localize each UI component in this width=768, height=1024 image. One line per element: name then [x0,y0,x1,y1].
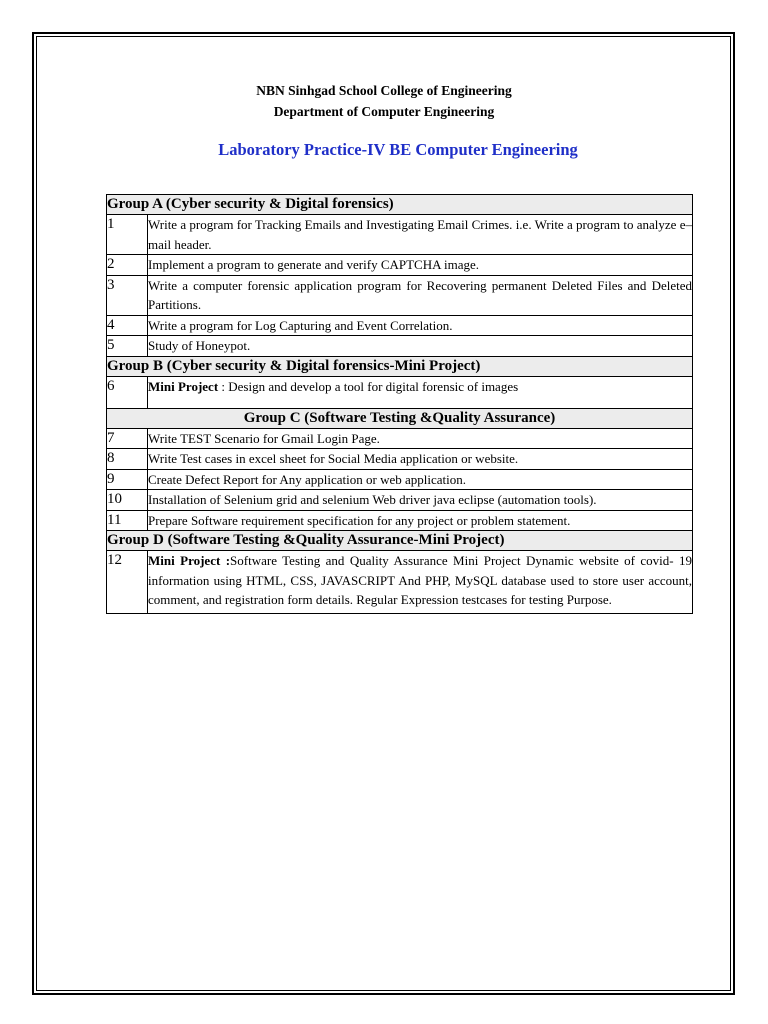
practical-number: 5 [107,336,148,357]
practical-text: Installation of Selenium grid and selenium Web driver java eclipse (automation tools). [148,490,693,511]
table-row [107,551,693,614]
group-d-title: Group D (Software Testing &Quality Assurance-Mini Project) [107,531,693,551]
practical-text: Write TEST Scenario for Gmail Login Page. [148,428,693,449]
group-d-header-row [107,531,693,551]
lab-course: BE Computer Engineering [389,140,578,159]
practical-text: Implement a program to generate and verify CAPTCHA image. [148,255,693,276]
practical-number: 2 [107,255,148,276]
table-row [107,449,693,470]
group-b-header-row [107,356,693,376]
table-row [107,376,693,408]
practical-number: 11 [107,510,148,531]
table-row [107,490,693,511]
practical-text: Study of Honeypot. [148,336,693,357]
department-name: Department of Computer Engineering [273,104,495,119]
practical-text: Create Defect Report for Any application or web application. [148,469,693,490]
practical-number: 7 [107,428,148,449]
practical-number: 6 [107,376,148,408]
practical-table [106,194,693,614]
mini-project-label: Mini Project : [148,553,231,568]
practical-text: Write a program for Tracking Emails and Investigating Email Crimes. i.e. Write a program to analyze e–mail header. [148,215,693,255]
group-b-title: Group B (Cyber security & Digital forensics-Mini Project) [107,356,693,376]
practical-number: 8 [107,449,148,470]
practical-number: 9 [107,469,148,490]
table-row [107,275,693,315]
table-row [107,336,693,357]
group-c-title: Group C (Software Testing &Quality Assurance) [107,408,693,428]
table-row [107,428,693,449]
table-row [107,510,693,531]
practical-text: Write a program for Log Capturing and Event Correlation. [148,315,693,336]
practical-text: Write Test cases in excel sheet for Social Media application or website. [148,449,693,470]
mini-project-description: Software Testing and Quality Assurance Mini Project Dynamic website of covid- 19 information using HTML, CSS, JAVASCRIPT And PHP, MySQL database used to store user account, comment, and registration form details. Regular Expression testcases for testing Purpose. [148,553,692,607]
group-a-title: Group A (Cyber security & Digital forensics) [107,195,693,215]
table-row [107,469,693,490]
college-name: NBN Sinhgad School College of Engineering [256,83,512,98]
practical-number: 1 [107,215,148,255]
lab-title: Laboratory Practice-IV [218,140,386,159]
table-row [107,215,693,255]
group-a-header-row [107,195,693,215]
practical-text [148,376,693,408]
mini-project-label: Mini Project [148,378,219,394]
group-c-header-row [107,408,693,428]
lab-title-line [0,140,768,160]
practical-number: 10 [107,490,148,511]
practical-number: 3 [107,275,148,315]
practical-text [148,551,693,614]
practical-text: Prepare Software requirement specification for any project or problem statement. [148,510,693,531]
table-row [107,315,693,336]
practical-number: 4 [107,315,148,336]
practical-text: Write a computer forensic application program for Recovering permanent Deleted Files and Deleted Partitions. [148,275,693,315]
practical-number: 12 [107,551,148,614]
mini-project-description: : Design and develop a tool for digital forensic of images [218,378,519,394]
table-row [107,255,693,276]
